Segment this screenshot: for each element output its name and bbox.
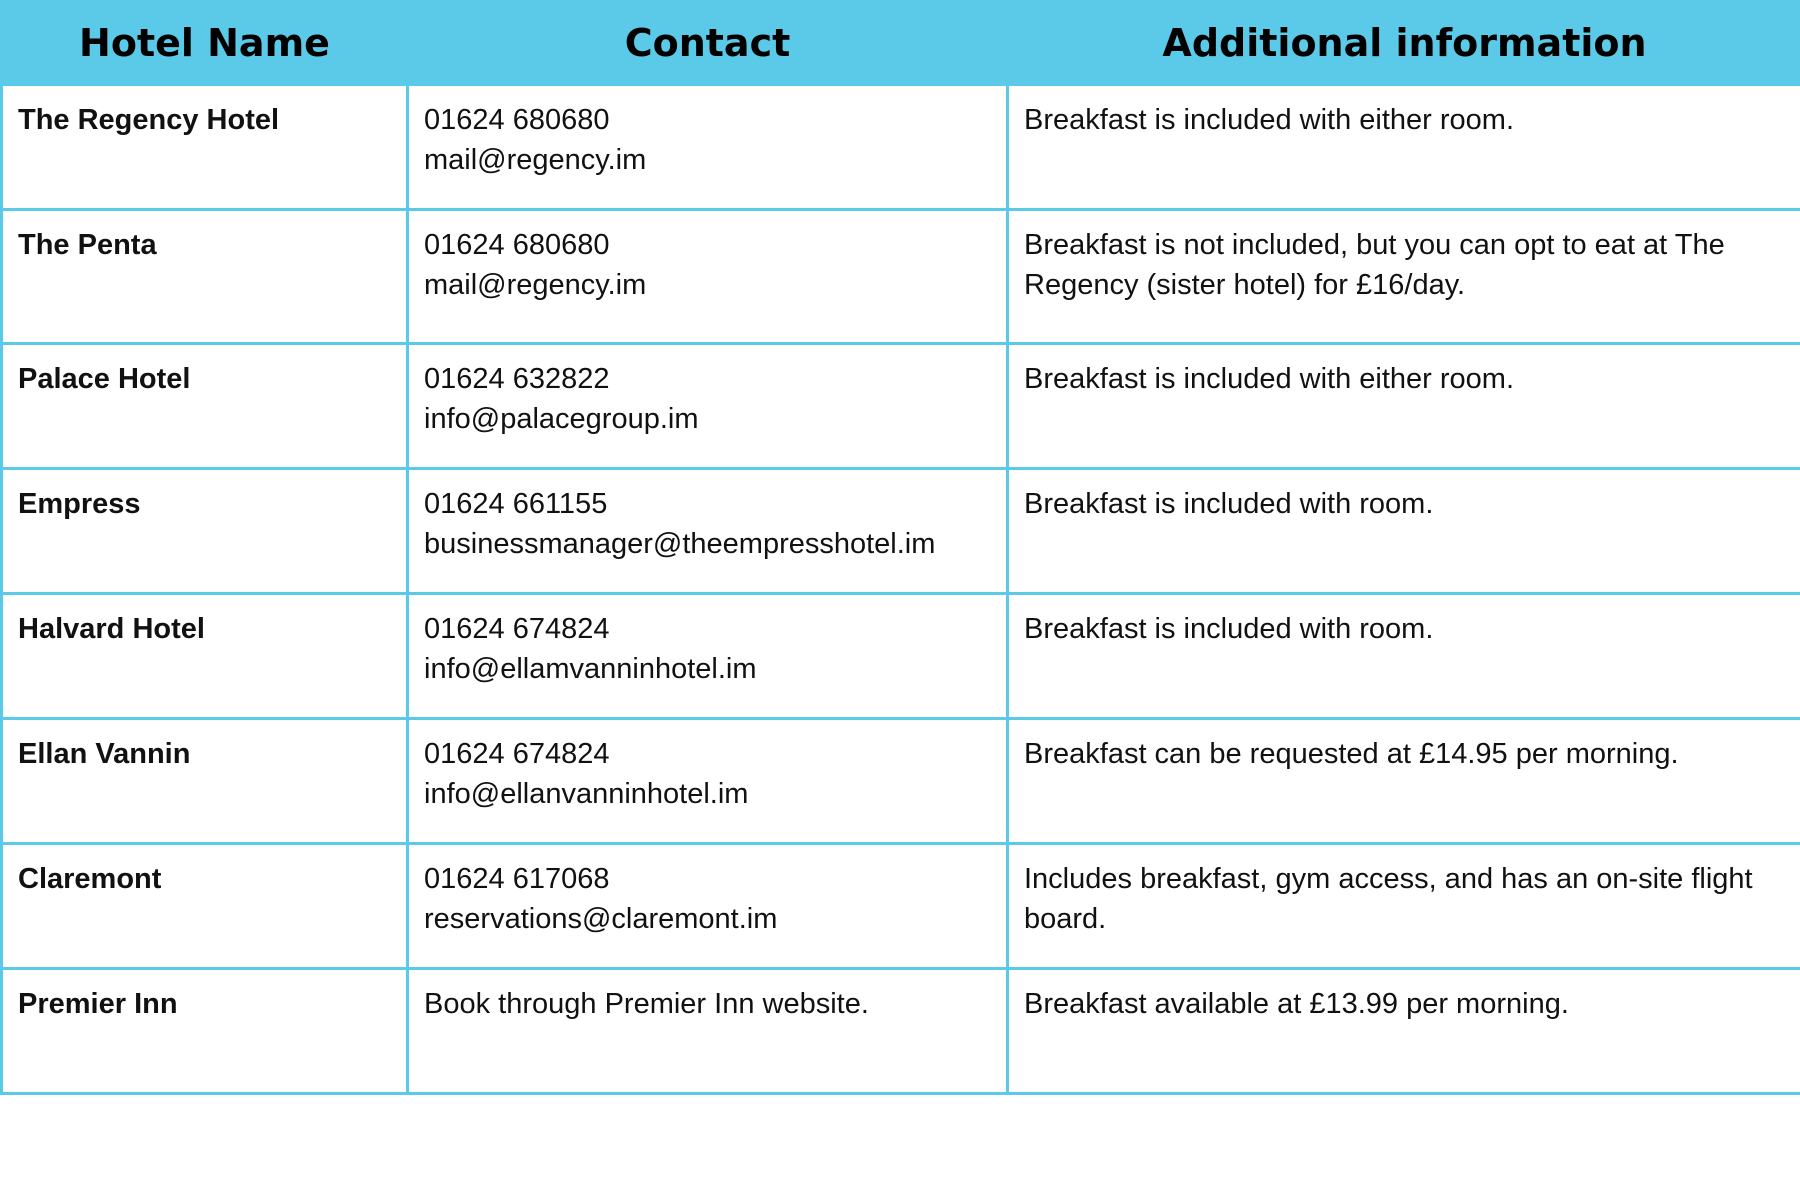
hotel-name: Claremont: [2, 844, 408, 969]
email-address[interactable]: info@palacegroup.im: [424, 403, 699, 435]
contact-cell: [408, 719, 1008, 844]
phone-number: 01624 674824: [424, 613, 610, 645]
phone-number: 01624 680680: [424, 229, 610, 261]
table-row: [2, 85, 1800, 210]
header-hotel-name: Hotel Name: [2, 2, 408, 85]
hotel-name: Ellan Vannin: [2, 719, 408, 844]
info-text: Breakfast can be requested at £14.95 per morning.: [1024, 738, 1679, 770]
contact-cell: [408, 210, 1008, 344]
phone-number: 01624 674824: [424, 738, 610, 770]
hotel-name: Premier Inn: [2, 969, 408, 1094]
info-text: Includes breakfast, gym access, and has an on-site flight board.: [1024, 863, 1753, 935]
phone-number: 01624 632822: [424, 363, 610, 395]
info-text: Breakfast is included with either room.: [1024, 104, 1514, 136]
table-row: [2, 594, 1800, 719]
info-text: Breakfast is included with room.: [1024, 613, 1434, 645]
contact-cell: [408, 969, 1008, 1094]
additional-info: [1008, 844, 1800, 969]
email-address[interactable]: info@ellanvanninhotel.im: [424, 778, 749, 810]
header-row: [2, 2, 1800, 85]
info-text: Breakfast is included with room.: [1024, 488, 1434, 520]
contact-cell: [408, 85, 1008, 210]
hotel-name: Empress: [2, 469, 408, 594]
additional-info: [1008, 469, 1800, 594]
hotel-name: The Penta: [2, 210, 408, 344]
email-address[interactable]: reservations@claremont.im: [424, 903, 778, 935]
email-address[interactable]: mail@regency.im: [424, 269, 647, 301]
additional-info: [1008, 594, 1800, 719]
email-address[interactable]: mail@regency.im: [424, 144, 647, 176]
additional-info: [1008, 85, 1800, 210]
contact-cell: [408, 594, 1008, 719]
info-text: Breakfast is not included, but you can opt to eat at The Regency (sister hotel) for £16/day.: [1024, 229, 1725, 301]
hotel-name: The Regency Hotel: [2, 85, 408, 210]
table-row: [2, 344, 1800, 469]
phone-number: 01624 617068: [424, 863, 610, 895]
email-address[interactable]: businessmanager@theempresshotel.im: [424, 528, 936, 560]
phone-number: 01624 661155: [424, 488, 608, 520]
header-additional-information: Additional information: [1008, 2, 1800, 85]
table-row: [2, 969, 1800, 1094]
additional-info: [1008, 969, 1800, 1094]
info-text: Breakfast is included with either room.: [1024, 363, 1514, 395]
email-address[interactable]: info@ellamvanninhotel.im: [424, 653, 757, 685]
table-row: [2, 719, 1800, 844]
additional-info: [1008, 210, 1800, 344]
contact-cell: [408, 844, 1008, 969]
header-contact: Contact: [408, 2, 1008, 85]
hotel-name: Palace Hotel: [2, 344, 408, 469]
contact-cell: [408, 469, 1008, 594]
hotel-name: Halvard Hotel: [2, 594, 408, 719]
table-row: [2, 210, 1800, 344]
additional-info: [1008, 344, 1800, 469]
contact-cell: [408, 344, 1008, 469]
info-text: Breakfast available at £13.99 per morning.: [1024, 988, 1569, 1020]
table-row: [2, 844, 1800, 969]
phone-number: 01624 680680: [424, 104, 610, 136]
booking-note: Book through Premier Inn website.: [424, 988, 869, 1020]
additional-info: [1008, 719, 1800, 844]
table-row: [2, 469, 1800, 594]
